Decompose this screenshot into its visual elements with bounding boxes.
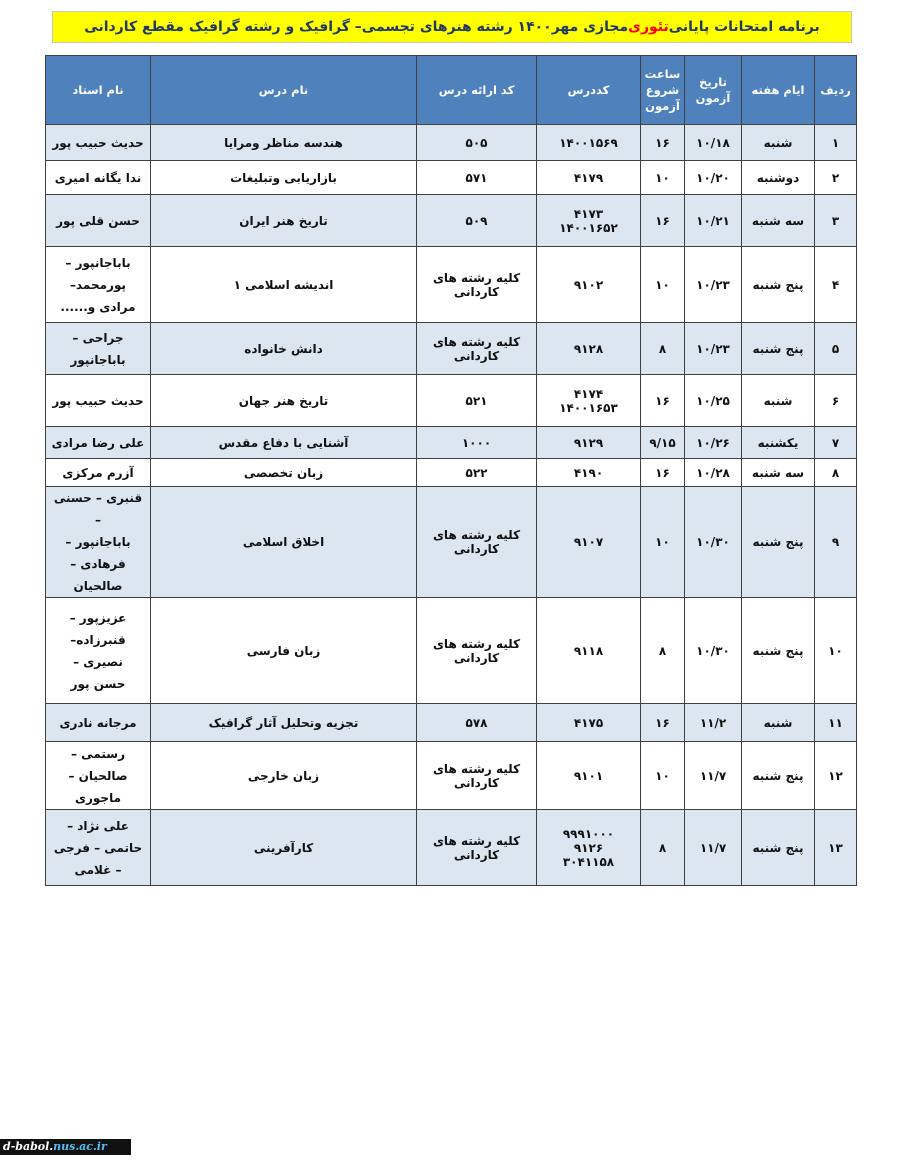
cell-teacher-line: صالحیان – [68, 768, 128, 783]
cell-course-line: بازاریابی وتبلیغات [230, 170, 337, 185]
cell-date [685, 161, 742, 195]
cell-row-number [815, 161, 857, 195]
cell-date-line: ۱۰/۲۸ [696, 465, 730, 480]
cell-time-line: ۱۰ [655, 768, 670, 783]
table-row [46, 427, 857, 459]
table-row [46, 323, 857, 375]
cell-day [742, 704, 815, 742]
cell-time-line: ۹/۱۵ [649, 435, 676, 450]
cell-teacher-line: حسن قلی پور [56, 213, 140, 228]
cell-date-line: ۱۰/۲۵ [696, 393, 730, 408]
cell-course-code-line: ۴۱۷۹ [573, 170, 604, 185]
cell-course-code [537, 810, 641, 886]
cell-date-line: ۱۰/۲۶ [696, 435, 730, 450]
cell-course-code-line: ۴۱۷۴ [573, 386, 604, 401]
cell-offer-code [417, 810, 537, 886]
table-row [46, 810, 857, 886]
cell-course-code [537, 487, 641, 598]
logo-text-domain: nus.ac.ir [53, 1140, 107, 1153]
cell-offer-code-line: کلیه رشته های [432, 270, 521, 285]
cell-offer-code-line: ۱۰۰۰ [461, 435, 492, 450]
cell-teacher [46, 195, 151, 247]
cell-course-code [537, 161, 641, 195]
cell-teacher-line: نصیری – [73, 654, 123, 669]
header-teacher: نام استاد [46, 56, 151, 125]
cell-teacher [46, 247, 151, 323]
cell-teacher-line: ندا یگانه امیری [54, 170, 142, 185]
cell-time-line: ۸ [658, 341, 667, 356]
site-logo [0, 1139, 131, 1155]
cell-day [742, 195, 815, 247]
cell-row-number-line: ۵ [831, 341, 840, 356]
cell-day [742, 810, 815, 886]
cell-time [641, 598, 685, 704]
cell-day-line: پنج شنبه [752, 535, 804, 549]
cell-course-code [537, 195, 641, 247]
cell-offer-code [417, 323, 537, 375]
cell-course-code-line: ۹۱۲۹ [573, 435, 604, 450]
cell-offer-code [417, 427, 537, 459]
cell-course [151, 487, 417, 598]
cell-offer-code [417, 375, 537, 427]
cell-teacher [46, 487, 151, 598]
cell-course-code-line: ۹۱۲۶ [573, 840, 604, 855]
cell-offer-code-line: ۵۰۵ [465, 135, 488, 150]
cell-day-line: دوشنبه [756, 170, 800, 185]
cell-teacher-line: حدیث حبیب پور [52, 135, 144, 150]
cell-time [641, 487, 685, 598]
cell-time-line: ۱۶ [655, 465, 670, 480]
cell-day-line: شنبه [763, 135, 793, 150]
cell-row-number [815, 487, 857, 598]
cell-date [685, 125, 742, 161]
cell-row-number-line: ۴ [831, 277, 840, 292]
cell-row-number [815, 323, 857, 375]
cell-day [742, 487, 815, 598]
table-row [46, 125, 857, 161]
cell-day-line: سه شنبه [751, 465, 805, 480]
cell-course-code-line: ۹۱۰۱ [573, 768, 604, 783]
cell-course [151, 459, 417, 487]
cell-time [641, 742, 685, 810]
cell-course-line: کارآفرینی [253, 840, 314, 855]
cell-day [742, 375, 815, 427]
cell-date-line: ۱۱/۲ [699, 715, 727, 730]
cell-offer-code-line: کلیه رشته های [432, 528, 521, 542]
cell-course-code-line: ۹۱۰۲ [573, 277, 604, 292]
cell-row-number-line: ۱ [831, 135, 840, 150]
cell-row-number [815, 810, 857, 886]
cell-offer-code-line: ۵۷۸ [465, 715, 488, 730]
cell-offer-code [417, 598, 537, 704]
cell-offer-code [417, 459, 537, 487]
table-row [46, 247, 857, 323]
cell-day-line: پنج شنبه [752, 840, 804, 855]
cell-course-code-line: ۱۴۰۰۱۵۶۹ [559, 135, 618, 150]
cell-course [151, 598, 417, 704]
cell-row-number [815, 704, 857, 742]
cell-time-line: ۱۰ [655, 535, 670, 549]
table-row [46, 598, 857, 704]
cell-row-number [815, 427, 857, 459]
cell-teacher [46, 323, 151, 375]
page-title [52, 11, 852, 43]
cell-time [641, 427, 685, 459]
cell-course [151, 427, 417, 459]
cell-day [742, 323, 815, 375]
cell-teacher-line: عزیزپور – [69, 610, 127, 625]
cell-teacher-line: – غلامی [74, 862, 122, 877]
cell-teacher-line: قنبری – حسنی – [53, 491, 143, 527]
cell-course [151, 247, 417, 323]
cell-course-line: اندیشه اسلامی ۱ [233, 277, 334, 292]
cell-day [742, 125, 815, 161]
header-time: ساعت شروع آزمون [641, 56, 685, 125]
cell-date-line: ۱۰/۱۸ [696, 135, 730, 150]
cell-row-number-line: ۲ [831, 170, 840, 185]
cell-teacher-line: باباجانپور – [65, 255, 131, 270]
cell-row-number [815, 742, 857, 810]
cell-offer-code-line: ۵۰۹ [465, 213, 488, 228]
title-part-1: برنامه امتحانات پایانی [668, 19, 820, 35]
cell-offer-code [417, 247, 537, 323]
cell-teacher [46, 427, 151, 459]
cell-course-code-line: ۹۱۲۸ [573, 341, 604, 356]
cell-time [641, 195, 685, 247]
table-row [46, 742, 857, 810]
cell-row-number [815, 247, 857, 323]
table-row [46, 195, 857, 247]
cell-teacher [46, 742, 151, 810]
cell-date [685, 247, 742, 323]
cell-row-number-line: ۶ [831, 393, 840, 408]
cell-course [151, 323, 417, 375]
cell-day-line: پنج شنبه [752, 277, 804, 292]
cell-row-number-line: ۳ [831, 213, 840, 228]
cell-day [742, 598, 815, 704]
cell-date-line: ۱۰/۲۳ [696, 341, 730, 356]
cell-course-code [537, 247, 641, 323]
cell-offer-code-line: کاردانی [453, 650, 500, 665]
cell-course-line: زبان فارسی [246, 643, 321, 658]
cell-date [685, 459, 742, 487]
cell-course-line: آشنایی با دفاع مقدس [218, 435, 349, 450]
cell-offer-code-line: کاردانی [453, 847, 500, 862]
cell-teacher-line: حسن پور [70, 676, 126, 691]
cell-time-line: ۱۶ [655, 715, 670, 730]
cell-course-line: تاریخ هنر ایران [239, 213, 328, 228]
header-course-code: کددرس [537, 56, 641, 125]
cell-row-number [815, 598, 857, 704]
cell-date-line: ۱۰/۲۰ [696, 170, 730, 185]
cell-teacher [46, 161, 151, 195]
cell-course [151, 704, 417, 742]
cell-teacher-line: مرادی و...... [60, 299, 136, 314]
cell-course-line: اخلاق اسلامی [242, 535, 325, 549]
cell-row-number-line: ۱۰ [828, 643, 843, 658]
cell-day [742, 742, 815, 810]
cell-offer-code [417, 195, 537, 247]
cell-teacher-line: ماجوری [74, 790, 121, 805]
exam-schedule-table [45, 55, 857, 886]
cell-offer-code-line: ۵۷۱ [465, 170, 488, 185]
cell-day [742, 247, 815, 323]
cell-date-line: ۱۱/۷ [699, 768, 727, 783]
cell-teacher [46, 125, 151, 161]
cell-offer-code-line: کلیه رشته های [432, 334, 521, 349]
cell-date-line: ۱۰/۲۳ [696, 277, 730, 292]
cell-course-code [537, 704, 641, 742]
cell-course-code [537, 742, 641, 810]
cell-teacher-line: فرهادی – [70, 557, 126, 571]
cell-course-line: زبان خارجی [247, 768, 320, 783]
header-day: ایام هفته [742, 56, 815, 125]
cell-teacher-line: آزرم مرکزی [62, 465, 134, 480]
cell-teacher-line: علی نژاد – [67, 818, 129, 833]
cell-row-number-line: ۱۱ [828, 715, 843, 730]
table-row [46, 704, 857, 742]
cell-day [742, 161, 815, 195]
cell-teacher-line: علی رضا مرادی [51, 435, 145, 450]
cell-course-code [537, 598, 641, 704]
cell-time [641, 810, 685, 886]
cell-day-line: پنج شنبه [752, 768, 804, 783]
cell-offer-code-line: کاردانی [453, 348, 500, 363]
cell-day-line: شنبه [763, 393, 793, 408]
cell-date-line: ۱۰/۳۰ [696, 643, 730, 658]
cell-offer-code-line: کاردانی [453, 284, 500, 299]
cell-offer-code-line: کلیه رشته های [432, 833, 521, 848]
logo-text-prefix: d-babol. [3, 1140, 54, 1153]
cell-time [641, 704, 685, 742]
cell-time-line: ۱۰ [655, 277, 670, 292]
cell-course-code-line: ۱۴۰۰۱۶۵۳ [559, 400, 618, 415]
cell-day [742, 427, 815, 459]
cell-offer-code [417, 161, 537, 195]
header-row-number: ردیف [815, 56, 857, 125]
cell-teacher [46, 810, 151, 886]
cell-teacher-line: رستمی – [71, 746, 125, 761]
cell-offer-code [417, 742, 537, 810]
cell-course [151, 195, 417, 247]
cell-row-number-line: ۱۳ [828, 840, 843, 855]
cell-course [151, 375, 417, 427]
cell-teacher [46, 704, 151, 742]
cell-row-number [815, 459, 857, 487]
cell-time [641, 375, 685, 427]
cell-date [685, 810, 742, 886]
cell-course-line: تاریخ هنر جهان [238, 393, 329, 408]
cell-day-line: سه شنبه [751, 213, 805, 228]
cell-time-line: ۸ [658, 840, 667, 855]
cell-offer-code-line: کلیه رشته های [432, 761, 521, 776]
cell-offer-code-line: کاردانی [453, 542, 500, 556]
cell-date [685, 427, 742, 459]
cell-course-code [537, 125, 641, 161]
table-header-row [46, 56, 857, 125]
table-row [46, 161, 857, 195]
cell-row-number-line: ۷ [831, 435, 840, 450]
cell-offer-code-line: کاردانی [453, 775, 500, 790]
cell-teacher-line: پورمحمد– [70, 277, 126, 292]
cell-course-code-line: ۹۹۹۱۰۰۰ [562, 826, 615, 841]
title-part-2: مجازی مهر۱۴۰۰ رشته هنرهای تجسمی– گرافیک و رشته گرافیک مقطع کاردانی [84, 19, 629, 35]
cell-date [685, 323, 742, 375]
cell-time-line: ۸ [658, 643, 667, 658]
header-course: نام درس [151, 56, 417, 125]
cell-course-line: تجزیه وتحلیل آثار گرافیک [208, 715, 359, 730]
cell-teacher [46, 598, 151, 704]
cell-course [151, 125, 417, 161]
cell-date [685, 704, 742, 742]
cell-course-code [537, 459, 641, 487]
cell-teacher-line: حاتمی – فرجی [53, 840, 143, 855]
cell-date-line: ۱۰/۳۰ [696, 535, 730, 549]
cell-teacher [46, 459, 151, 487]
cell-course-code-line: ۹۱۰۷ [573, 535, 604, 549]
cell-course [151, 161, 417, 195]
cell-row-number-line: ۸ [831, 465, 840, 480]
table-row [46, 459, 857, 487]
header-date: تاریخ آزمون [685, 56, 742, 125]
cell-day-line: پنج شنبه [752, 643, 804, 658]
cell-teacher-line: باباجانپور [70, 352, 126, 367]
cell-course-code [537, 427, 641, 459]
cell-row-number-line: ۹ [831, 535, 840, 549]
cell-course-code-line: ۹۱۱۸ [573, 643, 604, 658]
cell-row-number-line: ۱۲ [828, 768, 843, 783]
cell-course-code [537, 323, 641, 375]
cell-row-number [815, 375, 857, 427]
cell-teacher-line: باباجانپور – [65, 535, 131, 549]
cell-day [742, 459, 815, 487]
cell-course-code-line: ۴۱۷۳ [573, 206, 604, 221]
cell-offer-code-line: ۵۲۲ [465, 465, 488, 480]
cell-course-code-line: ۴۱۹۰ [573, 465, 604, 480]
cell-time-line: ۱۶ [655, 393, 670, 408]
cell-course [151, 810, 417, 886]
cell-time [641, 459, 685, 487]
cell-teacher-line: قنبرزاده– [70, 632, 126, 647]
cell-day-line: پنج شنبه [752, 341, 804, 356]
cell-teacher [46, 375, 151, 427]
cell-date-line: ۱۱/۷ [699, 840, 727, 855]
cell-date [685, 195, 742, 247]
cell-date [685, 487, 742, 598]
cell-teacher-line: حدیث حبیب پور [52, 393, 144, 408]
cell-offer-code [417, 704, 537, 742]
cell-date [685, 598, 742, 704]
cell-teacher-line: جراحی – [72, 330, 124, 345]
cell-time-line: ۱۶ [655, 135, 670, 150]
title-highlight: تئوری [628, 19, 669, 35]
cell-date [685, 375, 742, 427]
cell-course-line: زبان تخصصی [243, 465, 324, 480]
cell-offer-code-line: ۵۲۱ [465, 393, 488, 408]
cell-time [641, 161, 685, 195]
cell-course [151, 742, 417, 810]
cell-date [685, 742, 742, 810]
header-offer-code: کد ارائه درس [417, 56, 537, 125]
cell-time [641, 125, 685, 161]
cell-time-line: ۱۰ [655, 170, 670, 185]
cell-day-line: یکشنبه [757, 435, 799, 450]
cell-teacher-line: صالحیان [73, 579, 123, 593]
cell-time [641, 323, 685, 375]
cell-row-number [815, 195, 857, 247]
table-row [46, 375, 857, 427]
cell-teacher-line: مرجانه نادری [59, 715, 137, 730]
table-row [46, 487, 857, 598]
cell-course-code-line: ۳۰۴۱۱۵۸ [562, 854, 615, 869]
cell-course-code-line: ۱۴۰۰۱۶۵۲ [559, 220, 618, 235]
cell-date-line: ۱۰/۲۱ [696, 213, 730, 228]
cell-offer-code-line: کلیه رشته های [432, 636, 521, 651]
cell-time [641, 247, 685, 323]
cell-row-number [815, 125, 857, 161]
cell-course-code [537, 375, 641, 427]
cell-offer-code [417, 487, 537, 598]
cell-day-line: شنبه [763, 715, 793, 730]
cell-time-line: ۱۶ [655, 213, 670, 228]
cell-course-line: دانش خانواده [244, 341, 323, 356]
cell-course-line: هندسه مناظر ومرایا [224, 135, 343, 150]
cell-offer-code [417, 125, 537, 161]
cell-course-code-line: ۴۱۷۵ [573, 715, 604, 730]
